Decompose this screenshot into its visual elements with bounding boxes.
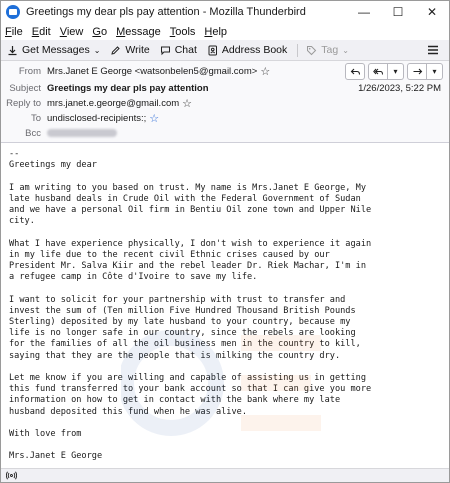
reply-to-row	[1, 96, 449, 110]
reply-to-value[interactable]: mrs.janet.e.george@gmail.com	[47, 97, 180, 109]
forward-button[interactable]	[407, 63, 427, 80]
tag-icon	[306, 45, 317, 56]
get-messages-label: Get Messages	[22, 44, 90, 56]
reply-button[interactable]	[345, 63, 365, 80]
toolbar-divider	[297, 44, 298, 57]
star-icon[interactable]: ☆	[182, 97, 193, 110]
message-date: 1/26/2023, 5:22 PM	[358, 82, 441, 94]
get-messages-button[interactable]	[7, 44, 100, 56]
reply-all-icon	[373, 67, 384, 77]
to-value[interactable]: undisclosed-recipients:;	[47, 112, 147, 124]
chevron-down-icon: ⌄	[342, 45, 349, 55]
pencil-icon	[110, 45, 121, 56]
address-book-label: Address Book	[221, 44, 288, 56]
message-body[interactable]	[1, 143, 449, 468]
thunderbird-logo-icon	[6, 5, 20, 19]
reply-icon	[350, 67, 361, 77]
menu-edit[interactable]: Edit	[31, 25, 51, 38]
from-value[interactable]: Mrs.Janet E George <watsonbelen5@gmail.com>	[47, 65, 258, 77]
chat-button[interactable]	[160, 44, 197, 56]
download-icon	[7, 45, 18, 56]
tag-label: Tag	[321, 44, 339, 56]
close-button[interactable]: ✕	[426, 5, 438, 19]
address-book-button[interactable]	[207, 44, 287, 56]
subject-label: Subject	[9, 82, 41, 94]
subject-value: Greetings my dear pls pay attention	[47, 82, 209, 94]
chat-bubble-icon	[160, 45, 171, 56]
reply-to-label: Reply to	[6, 97, 41, 109]
menu-file[interactable]: File	[5, 25, 23, 38]
bcc-row	[1, 126, 449, 140]
title-bar[interactable]	[1, 1, 449, 23]
forward-icon	[412, 67, 423, 77]
window-title: Greetings my dear pls pay attention - Mozilla Thunderbird	[26, 6, 306, 18]
star-icon[interactable]: ☆	[149, 112, 160, 125]
menu-message[interactable]: Message	[116, 25, 161, 38]
chevron-down-icon: ▾	[393, 67, 398, 76]
address-book-icon	[207, 45, 218, 56]
chevron-down-icon: ▾	[432, 67, 437, 76]
status-bar	[1, 468, 449, 482]
reply-all-button[interactable]	[368, 63, 388, 80]
menu-help[interactable]: Help	[204, 25, 228, 38]
online-status-icon[interactable]	[6, 471, 17, 480]
bcc-label: Bcc	[25, 127, 41, 139]
app-menu-icon[interactable]	[427, 44, 439, 56]
chevron-down-icon[interactable]: ⌄	[93, 45, 101, 55]
minimize-button[interactable]: —	[358, 5, 370, 19]
menu-tools[interactable]: Tools	[169, 25, 196, 38]
forward-dropdown[interactable]	[427, 63, 443, 80]
star-icon[interactable]: ☆	[260, 65, 271, 78]
subject-row	[1, 81, 449, 95]
write-button[interactable]	[110, 44, 149, 56]
menu-view[interactable]: View	[59, 25, 84, 38]
to-label: To	[30, 112, 41, 124]
message-header	[1, 61, 449, 143]
window-controls	[347, 1, 449, 23]
bcc-redacted-value	[47, 129, 117, 137]
write-label: Write	[125, 44, 150, 56]
tag-button[interactable]	[306, 44, 349, 56]
menu-go[interactable]: Go	[92, 25, 108, 38]
to-row	[1, 111, 449, 125]
main-toolbar	[1, 40, 449, 61]
message-body-text: -- Greetings my dear I am writing to you based on trust. My name is Mrs.Janet E George, My late husband deals in Crude Oil with the Federal Government of Sudan and we have a personal Oil firm in Bentiu Oil zone town and Upper Nile city. What I have experience physically, I don't wish to experience it again in my life due to the recent civil Ethnic crises caused by our President Mr. Salva Kiir and the rebel leader Dr. Riek Machar, I'm in a refugee camp in Côte d'Ivoire to save my life. I want to solicit for your partnership with trust to transfer and invest the sum of (Ten million Five Hundred Thousand British Pounds Sterling) deposited by my late husband to your country, because my life is no longer safe in our country, since the rebels are looking for the families of all the oil business men in the country to kill, saying that they are the people that is milking the country dry. Let me know if you are willing and capable of assisting us in getting this fund transferred to your bank account so that I can give you more information on how to get in contact with the bank where my late husband deposited this fund when he was alive. With love from Mrs.Janet E George	[9, 149, 372, 462]
chat-label: Chat	[174, 44, 197, 56]
from-label: From	[18, 65, 41, 77]
maximize-button[interactable]: ☐	[392, 5, 404, 19]
menu-bar	[1, 23, 449, 40]
header-actions	[342, 63, 443, 80]
reply-all-dropdown[interactable]	[388, 63, 404, 80]
